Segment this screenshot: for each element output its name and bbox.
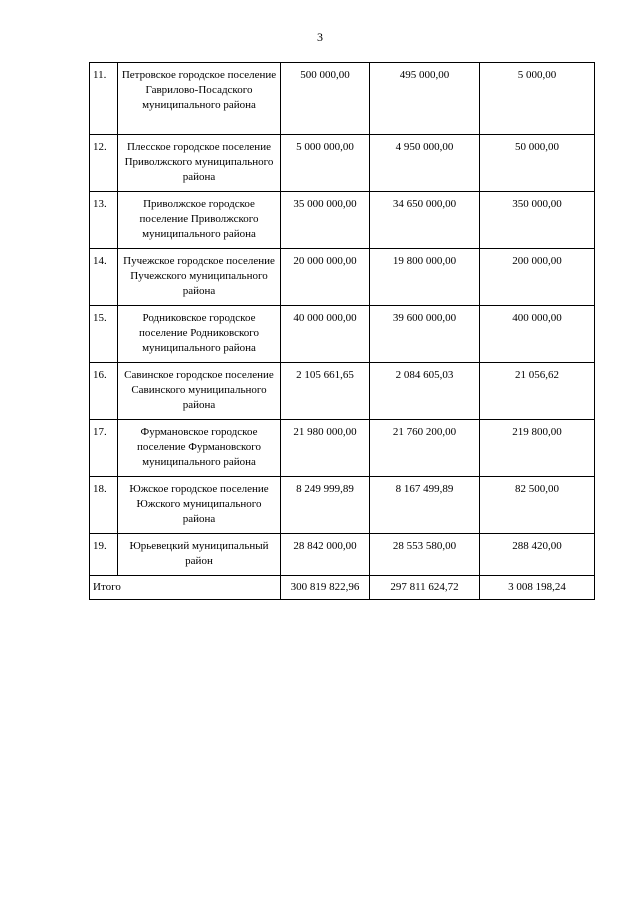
row-number: 12. xyxy=(90,135,118,192)
amount-total: 20 000 000,00 xyxy=(281,249,370,306)
municipality-name: Савинское городское поселение Савинского муниципального района xyxy=(118,363,281,420)
amount-total: 8 249 999,89 xyxy=(281,477,370,534)
amount-main: 21 760 200,00 xyxy=(370,420,480,477)
amount-main: 34 650 000,00 xyxy=(370,192,480,249)
amount-total: 21 980 000,00 xyxy=(281,420,370,477)
table-row xyxy=(90,63,595,135)
amount-main: 28 553 580,00 xyxy=(370,534,480,576)
table-row xyxy=(90,477,595,534)
amount-total: 40 000 000,00 xyxy=(281,306,370,363)
amount-total: 2 105 661,65 xyxy=(281,363,370,420)
municipality-name: Петровское городское поселение Гаврилово-Посадского муниципального района xyxy=(118,63,281,135)
total-amount-total: 300 819 822,96 xyxy=(281,576,370,600)
total-amount-main: 297 811 624,72 xyxy=(370,576,480,600)
amount-main: 2 084 605,03 xyxy=(370,363,480,420)
amount-main: 8 167 499,89 xyxy=(370,477,480,534)
amount-total: 35 000 000,00 xyxy=(281,192,370,249)
amount-total: 5 000 000,00 xyxy=(281,135,370,192)
total-row xyxy=(90,576,595,600)
row-number: 16. xyxy=(90,363,118,420)
table-row xyxy=(90,534,595,576)
total-amount-share: 3 008 198,24 xyxy=(480,576,595,600)
municipality-name: Фурмановское городское поселение Фурмановского муниципального района xyxy=(118,420,281,477)
total-label: Итого xyxy=(90,576,281,600)
row-number: 15. xyxy=(90,306,118,363)
table-row xyxy=(90,363,595,420)
row-number: 14. xyxy=(90,249,118,306)
municipality-name: Юрьевецкий муниципальный район xyxy=(118,534,281,576)
budget-table xyxy=(89,62,595,600)
row-number: 18. xyxy=(90,477,118,534)
amount-share: 82 500,00 xyxy=(480,477,595,534)
amount-share: 200 000,00 xyxy=(480,249,595,306)
table-row xyxy=(90,420,595,477)
municipality-name: Пучежское городское поселение Пучежского муниципального района xyxy=(118,249,281,306)
row-number: 11. xyxy=(90,63,118,135)
amount-total: 500 000,00 xyxy=(281,63,370,135)
amount-main: 4 950 000,00 xyxy=(370,135,480,192)
amount-share: 400 000,00 xyxy=(480,306,595,363)
amount-share: 219 800,00 xyxy=(480,420,595,477)
amount-main: 39 600 000,00 xyxy=(370,306,480,363)
page-number: 3 xyxy=(317,30,323,44)
row-number: 19. xyxy=(90,534,118,576)
amount-share: 5 000,00 xyxy=(480,63,595,135)
row-number: 13. xyxy=(90,192,118,249)
table-row xyxy=(90,306,595,363)
amount-share: 288 420,00 xyxy=(480,534,595,576)
municipality-name: Южское городское поселение Южского муниципального района xyxy=(118,477,281,534)
table-row xyxy=(90,249,595,306)
table-row xyxy=(90,135,595,192)
amount-share: 21 056,62 xyxy=(480,363,595,420)
amount-share: 350 000,00 xyxy=(480,192,595,249)
row-number: 17. xyxy=(90,420,118,477)
amount-total: 28 842 000,00 xyxy=(281,534,370,576)
amount-main: 19 800 000,00 xyxy=(370,249,480,306)
municipality-name: Плесское городское поселение Приволжского муниципального района xyxy=(118,135,281,192)
amount-main: 495 000,00 xyxy=(370,63,480,135)
table-row xyxy=(90,192,595,249)
municipality-name: Приволжское городское поселение Приволжского муниципального района xyxy=(118,192,281,249)
amount-share: 50 000,00 xyxy=(480,135,595,192)
municipality-name: Родниковское городское поселение Родниковского муниципального района xyxy=(118,306,281,363)
